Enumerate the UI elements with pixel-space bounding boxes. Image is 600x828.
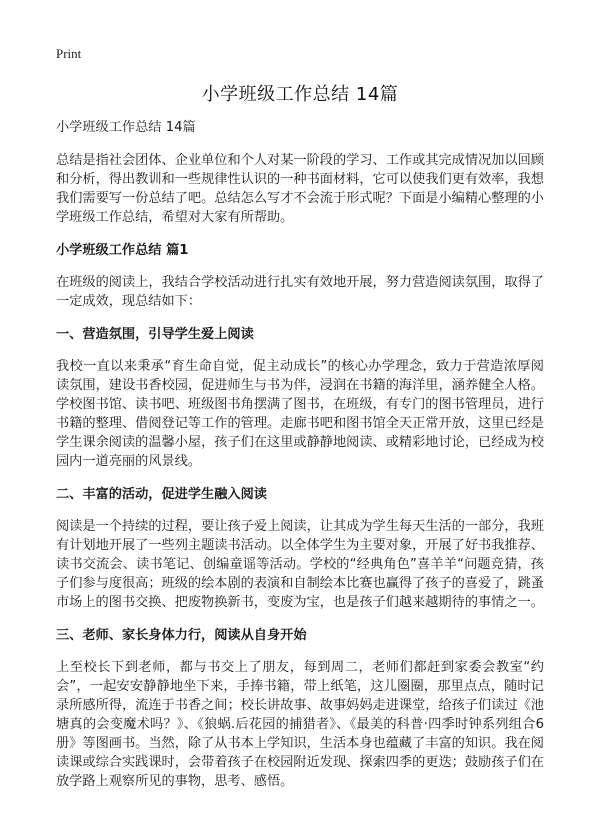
section-heading: 小学班级工作总结 篇1 — [56, 243, 189, 258]
part-heading-2: 二、丰富的活动，促进学生融入阅读 — [56, 487, 267, 502]
print-link[interactable]: Print — [56, 46, 82, 61]
part-heading-1: 一、营造氛围，引导学生爱上阅读 — [56, 327, 254, 342]
document-subtitle: 小学班级工作总结 14篇 — [56, 120, 196, 135]
document-body — [56, 118, 544, 805]
intro-paragraph: 总结是指社会团体、企业单位和个人对某一阶段的学习、工作或其完成情况加以回顾和分析，得出教训和一些规律性认识的一种书面材料，它可以使我们更有效率，我想我们需要写一份总结了吧。总结怎么写才不会流于形式呢？下面是小编精心整理的小学班级工作总结，希望对大家有所帮助。 — [56, 153, 544, 225]
part-body-2: 阅读是一个持续的过程，要让孩子爱上阅读，让其成为学生每天生活的一部分，我班有计划地开展了一些列主题读书活动。以全体学生为主要对象，开展了好书我推荐、读书交流会、读书笔记、创编童谣等活动。学校的“经典角色”喜羊羊“问题竞猜，孩子们参与度很高；班级的绘本剧的表演和自制绘本比赛也赢得了孩子的喜爱了，跳蚤市场上的图书交换、把废物换新书，变废为宝，也是孩子们越来越期待的事情之一。 — [56, 519, 544, 610]
section-intro-paragraph: 在班级的阅读上，我结合学校活动进行扎实有效地开展，努力营造阅读氛围，取得了一定成效，现总结如下： — [56, 275, 544, 309]
document-title: 小学班级工作总结 14篇 — [201, 84, 399, 105]
part-body-3: 上至校长下到老师，都与书交上了朋友，每到周二，老师们都赶到家委会教室“约会”，一起安安静静地坐下来，手捧书籍，带上纸笔，这儿圈圈，那里点点，随时记录所感所得，流连于书香之间；校长讲故事、故事妈妈走进课堂，给孩子们读过《池塘真的会变魔术吗？》、《狼蜗.后花园的捕猎者》、《最美的科普·四季时钟系列组合6册》等图画书。当然，除了从书本上学知识，生活本身也蕴藏了丰富的知识。我在阅读课或综合实践课时，会带着孩子在校园附近发现、探索四季的更迭；鼓励孩子们在放学路上观察所见的事物，思考、感悟。 — [56, 660, 544, 789]
part-body-1: 我校一直以来秉承“育生命自觉，促主动成长”的核心办学理念，致力于营造浓厚阅读氛围，建设书香校园，促进师生与书为伴，浸润在书籍的海洋里，涵养健全人格。学校图书馆、读书吧、班级图书角摆满了图书，在班级，有专门的图书管理员，进行书籍的整理、借阅登记等工作的管理。走廊书吧和图书馆全天正常开放，这里已经是学生课余阅读的温馨小屋，孩子们在这里或静静地阅读、或精彩地讨论，已经成为校园内一道亮丽的风景线。 — [56, 359, 544, 469]
part-heading-3: 三、老师、家长身体力行，阅读从自身开始 — [56, 628, 307, 643]
